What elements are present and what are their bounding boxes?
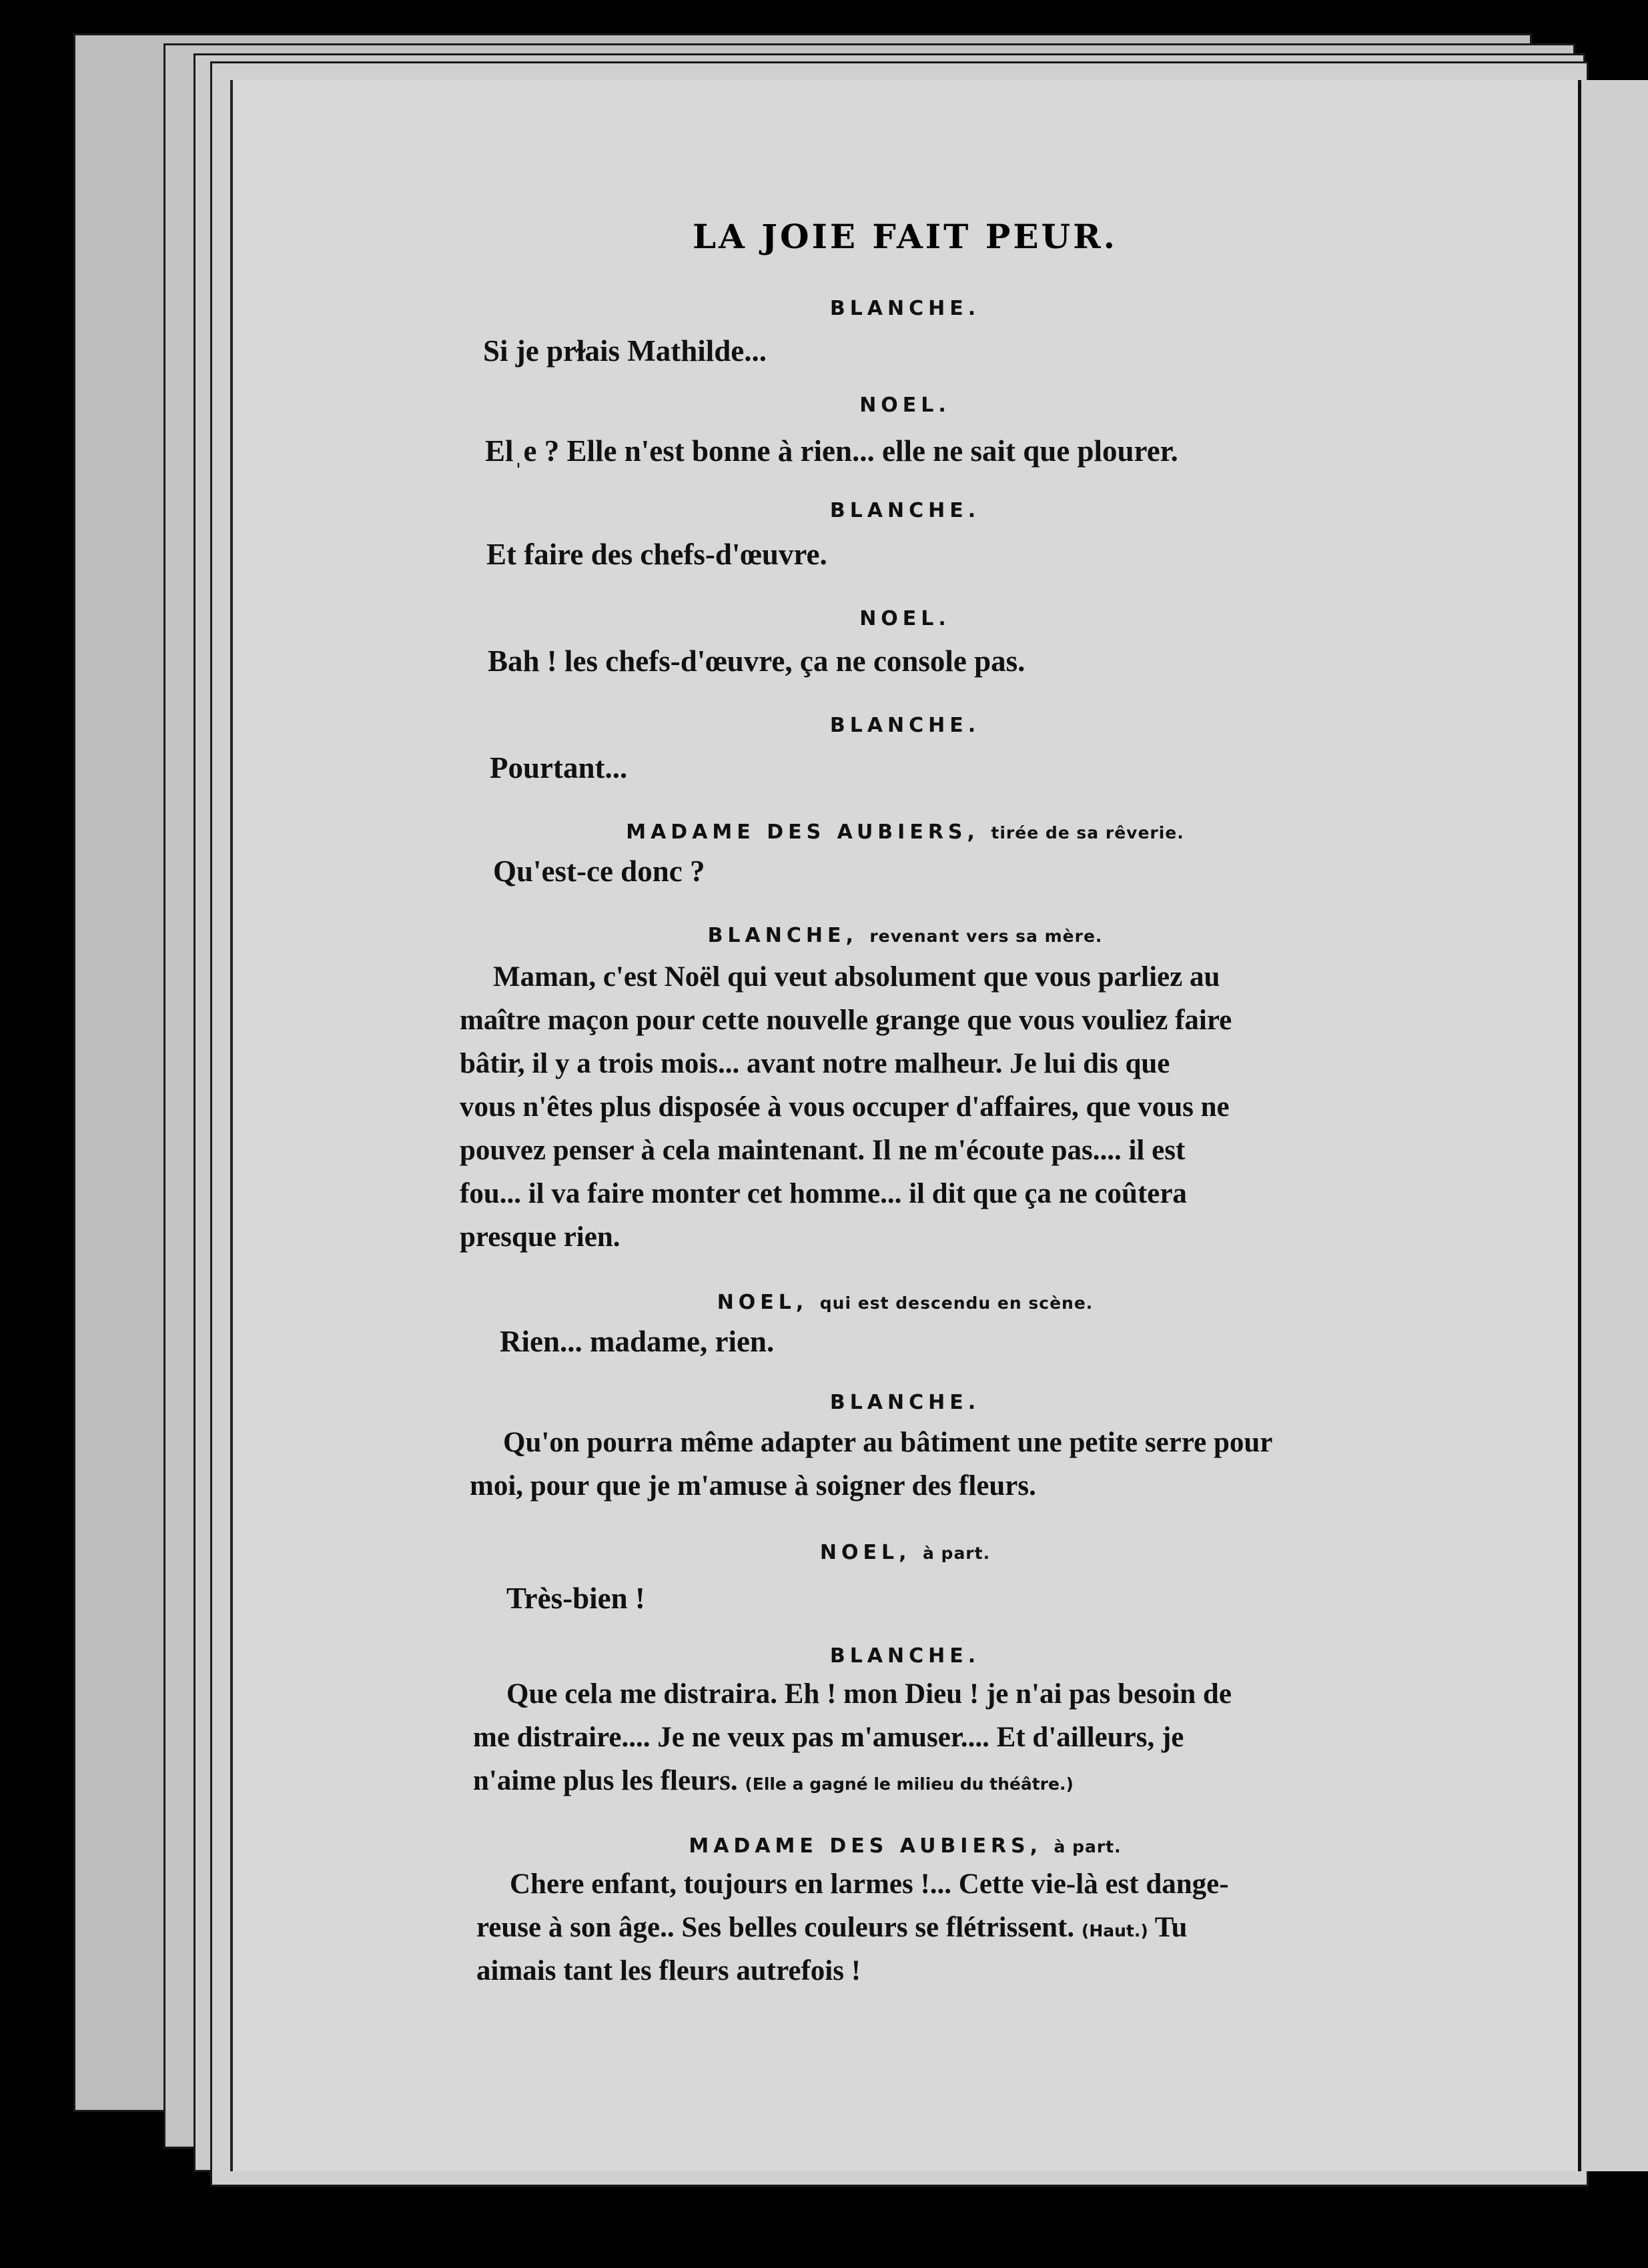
dialogue-line: moi, pour que je m'amuse à soigner des fleurs. [470, 1470, 1036, 1502]
dialogue-line: Rien... madame, rien. [500, 1325, 775, 1358]
page-title: LA JOIE FAIT PEUR. [692, 217, 1118, 256]
dialogue-line: Très-bien ! [506, 1582, 645, 1615]
dialogue-line: bâtir, il y a trois mois... avant notre malheur. Je lui dis que [460, 1048, 1170, 1079]
speaker-heading: NOEL, à part. [819, 1541, 991, 1564]
book-page [230, 80, 1577, 2171]
speaker-heading: BLANCHE. [829, 499, 981, 522]
dialogue-line: Chere enfant, toujours en larmes !... Cette vie-là est dange- [510, 1868, 1229, 1900]
stage-direction: (Haut.) [1081, 1921, 1148, 1940]
dialogue-line: pouvez penser à cela maintenant. Il ne m'écoute pas.... il est [460, 1135, 1186, 1166]
dialogue-line: Pourtant... [490, 751, 628, 784]
speaker-heading: BLANCHE. [829, 297, 981, 320]
speaker-heading: BLANCHE, revenant vers sa mère. [707, 924, 1103, 947]
speaker-heading: BLANCHE. [829, 1391, 981, 1414]
dialogue-line: aimais tant les fleurs autrefois ! [476, 1955, 861, 1987]
dialogue-line: Et faire des chefs-d'œuvre. [486, 538, 827, 571]
dialogue-line: me distraire.... Je ne veux pas m'amuser.... Et d'ailleurs, je [473, 1722, 1184, 1753]
dialogue-line: Que cela me distraira. Eh ! mon Dieu ! je n'ai pas besoin de [506, 1678, 1232, 1710]
stage-direction: (Elle a gagné le milieu du théâtre.) [745, 1774, 1074, 1794]
dialogue-line: Si je prɫais Mathilde... [483, 334, 767, 368]
dialogue-line: maître maçon pour cette nouvelle grange que vous vouliez faire [460, 1005, 1232, 1036]
facing-page-edge [1578, 80, 1648, 2171]
speaker-heading: NOEL. [859, 607, 951, 630]
dialogue-line: presque rien. [460, 1221, 621, 1253]
dialogue-line: Qu'on pourra même adapter au bâtiment une petite serre pour [503, 1427, 1273, 1458]
speaker-heading: BLANCHE. [829, 714, 981, 737]
dialogue-line: n'aime plus les fleurs. (Elle a gagné le milieu du théâtre.) [473, 1765, 1074, 1796]
speaker-heading: BLANCHE. [829, 1644, 981, 1668]
dialogue-line: Maman, c'est Noël qui veut absolument que vous parliez au [493, 961, 1220, 993]
dialogue-line: fou... il va faire monter cet homme... il dit que ça ne coûtera [460, 1178, 1187, 1209]
dialogue-line: Bah ! les chefs-d'œuvre, ça ne console pas. [488, 644, 1025, 678]
speaker-heading: NOEL. [859, 394, 951, 417]
speaker-heading: MADAME DES AUBIERS, à part. [689, 1834, 1122, 1858]
dialogue-line: Qu'est-ce donc ? [493, 855, 705, 888]
speaker-heading: NOEL, qui est descendu en scène. [717, 1291, 1094, 1314]
speaker-heading: MADAME DES AUBIERS, tirée de sa rêverie. [626, 820, 1184, 844]
dialogue-line: reuse à son âge.. Ses belles couleurs se flétrissent. (Haut.) Tu [476, 1912, 1188, 1943]
dialogue-line: Elˌe ? Elle n'est bonne à rien... elle ne sait que plourer. [485, 434, 1178, 468]
dialogue-line: vous n'êtes plus disposée à vous occuper d'affaires, que vous ne [460, 1091, 1230, 1123]
